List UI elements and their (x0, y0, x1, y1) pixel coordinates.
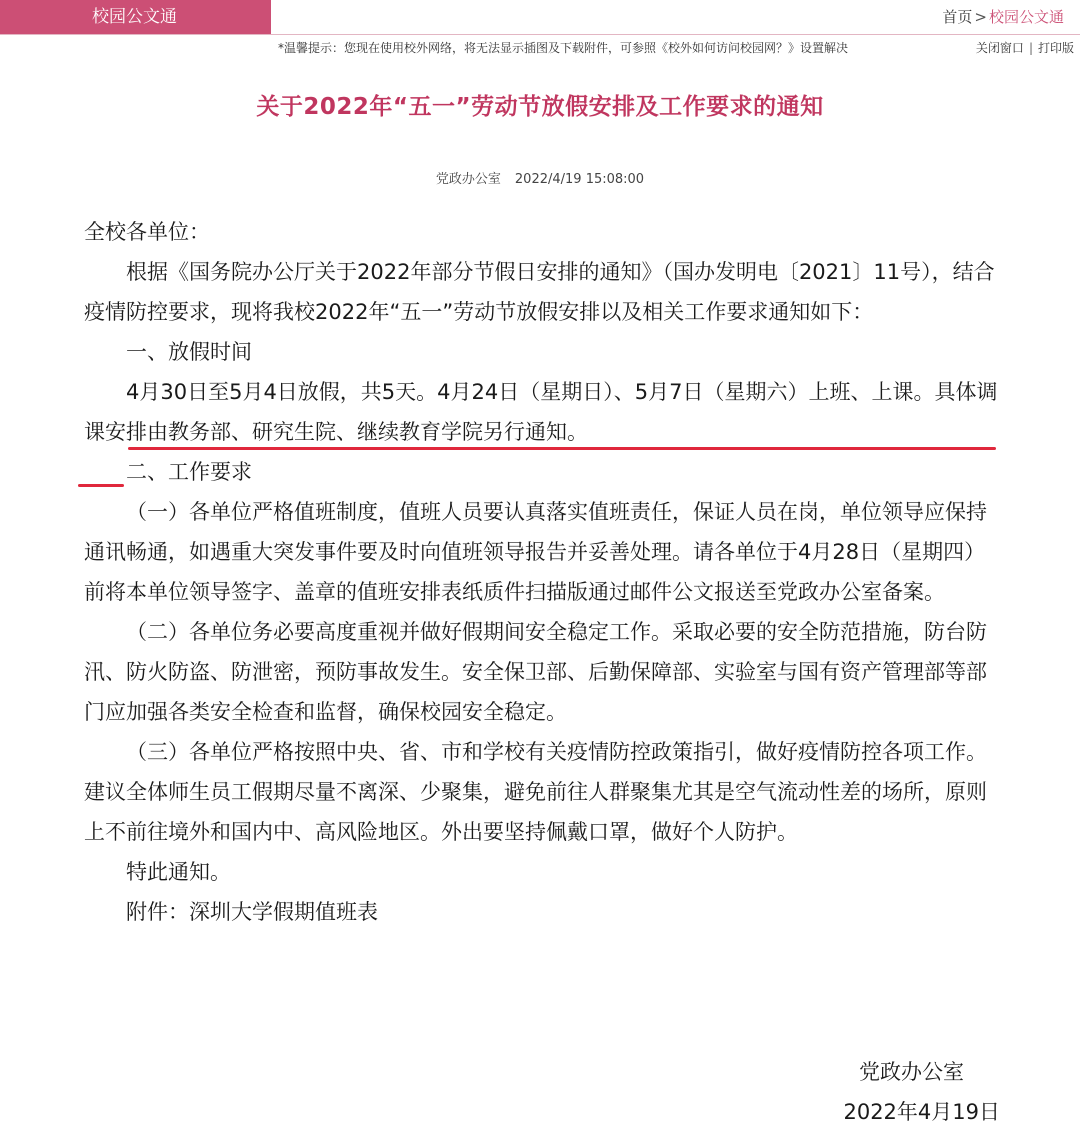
attachment-line[interactable]: 附件：深圳大学假期值班表 (126, 900, 378, 924)
breadcrumb-current-link[interactable]: 校园公文通 (988, 8, 1064, 26)
article-datetime: 2022/4/19 15:08:00 (514, 172, 645, 187)
tip-bar (0, 36, 1080, 60)
breadcrumb-home-link[interactable]: 首页 (942, 8, 973, 26)
article-meta (0, 168, 1080, 187)
section1-rest-text: 具体调课安排由教务部、研究生院、继续教育学院另行通知。 (84, 380, 998, 444)
signature-org: 党政办公室 (859, 1060, 964, 1084)
breadcrumb (942, 0, 1064, 34)
print-version-link[interactable]: 打印版 (1037, 41, 1074, 55)
network-tip: *温馨提示：您现在使用校外网络，将无法显示插图及下载附件，可参照《校外如何访问校园网？》设置解决 (278, 41, 849, 55)
highlighted-holiday-text: 4月30日至5月4日放假，共5天。4月24日（星期日）、5月7日（星期六）上班、上课。 (126, 380, 935, 404)
closing-line: 特此通知。 (126, 860, 231, 884)
site-brand[interactable]: 校园公文通 (0, 0, 271, 34)
red-underline-mark-1 (128, 447, 996, 450)
breadcrumb-separator: > (974, 8, 987, 26)
action-divider: | (1028, 41, 1033, 55)
article-department: 党政办公室 (435, 172, 501, 187)
salutation: 全校各单位： (84, 220, 210, 244)
window-actions (976, 36, 1074, 60)
requirement-item-1: （一）各单位严格值班制度，值班人员要认真落实值班责任，保证人员在岗，单位领导应保持通讯畅通，如遇重大突发事件要及时向值班领导报告并妥善处理。请各单位于4月28日（星期四）前将本单位领导签字、盖章的值班安排表纸质件扫描版通过邮件公文报送至党政办公室备案。 (84, 500, 987, 604)
article-title: 关于2022年“五一”劳动节放假安排及工作要求的通知 (256, 94, 824, 120)
signature-block (700, 1052, 1000, 1132)
red-underline-mark-2 (78, 484, 124, 487)
top-bar (0, 0, 1080, 35)
close-window-link[interactable]: 关闭窗口 (975, 41, 1024, 55)
signature-date: 2022年4月19日 (843, 1100, 1000, 1124)
section1-heading: 一、放假时间 (126, 340, 252, 364)
section1-paragraph (84, 372, 1004, 452)
section2-heading: 二、工作要求 (126, 460, 252, 484)
requirement-item-2: （二）各单位务必要高度重视并做好假期间安全稳定工作。采取必要的安全防范措施，防台防汛、防火防盗、防泄密，预防事故发生。安全保卫部、后勤保障部、实验室与国有资产管理部等部门应加强各类安全检查和监督，确保校园安全稳定。 (84, 620, 987, 724)
requirement-item-3: （三）各单位严格按照中央、省、市和学校有关疫情防控政策指引，做好疫情防控各项工作。建议全体师生员工假期尽量不离深、少聚集，避免前往人群聚集尤其是空气流动性差的场所，原则上不前往境外和国内中、高风险地区。外出要坚持佩戴口罩，做好个人防护。 (84, 740, 987, 844)
intro-paragraph: 根据《国务院办公厅关于2022年部分节假日安排的通知》（国办发明电〔2021〕11号），结合疫情防控要求，现将我校2022年“五一”劳动节放假安排以及相关工作要求通知如下： (84, 260, 995, 324)
article-body (84, 212, 1004, 932)
